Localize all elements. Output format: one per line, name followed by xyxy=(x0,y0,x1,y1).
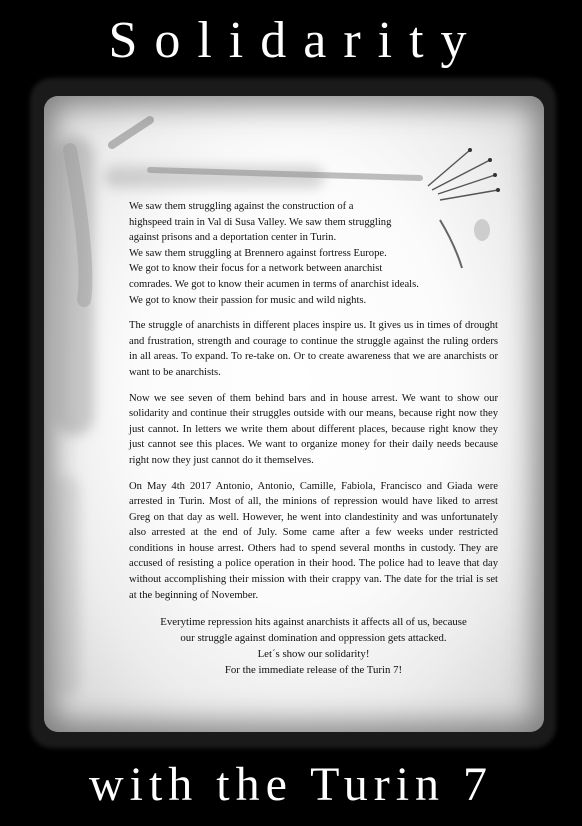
poster-subtitle: with the Turin 7 xyxy=(88,758,494,811)
paragraph-arrests: On May 4th 2017 Antonio, Antonio, Camille, Fabiola, Francisco and Giada were arrested in Turin. Most of all, the minions of repression would have liked to arrest Greg on that day as well. However, he went into clandestinity and was unfortunately also arrested at the end of July. Some came after a few weeks under restricted conditions in house arrest. Others had to spend several months in custody. They are accused of resisting a police operation in their hood. The police had to leave that day without accomplishing their mission with their crappy van. The date for the trial is set at the beginning of November. xyxy=(129,480,498,601)
text-line: comrades. We got to know their acumen in terms of anarchist ideals. xyxy=(129,278,419,290)
closing-line: Let´s show our solidarity! xyxy=(257,647,370,660)
text-line: highspeed train in Val di Susa Valley. We saw them struggling xyxy=(129,216,392,228)
text-line: We got to know their passion for music and wild nights. xyxy=(129,294,367,306)
paragraph-inspiration: The struggle of anarchists in different places inspire us. It gives us in times of drought and frustration, strength and courage to continue the struggle against the ruling orders in all areas. To expand. To re-take on. Or to create awareness that we are anarchists or want to be anarchists. xyxy=(129,320,498,378)
text-line: We saw them struggling against the construction of a xyxy=(129,201,354,212)
paragraph-intro xyxy=(129,199,498,308)
text-line: We saw them struggling at Brennero against fortress Europe. xyxy=(129,247,387,259)
closing-statement xyxy=(129,615,498,678)
letter-text xyxy=(129,199,498,678)
closing-line: our struggle against domination and oppression gets attacked. xyxy=(180,632,447,645)
poster-title: Solidarity xyxy=(108,12,484,69)
closing-line: Everytime repression hits against anarchists it affects all of us, because xyxy=(160,616,467,629)
text-line: We got to know their focus for a network between anarchist xyxy=(129,263,383,275)
paragraph-solidarity: Now we see seven of them behind bars and in house arrest. We want to show our solidarity and continue their struggles outside with our means, because right now they just cannot. In letters we write them about different places, because right know they just cannot see this places. We want to organize money for their daily needs because right now they just cannot do it themselves. xyxy=(129,392,498,466)
closing-line: For the immediate release of the Turin 7! xyxy=(224,663,403,676)
text-line: against prisons and a deportation center in Turin. xyxy=(129,232,337,244)
